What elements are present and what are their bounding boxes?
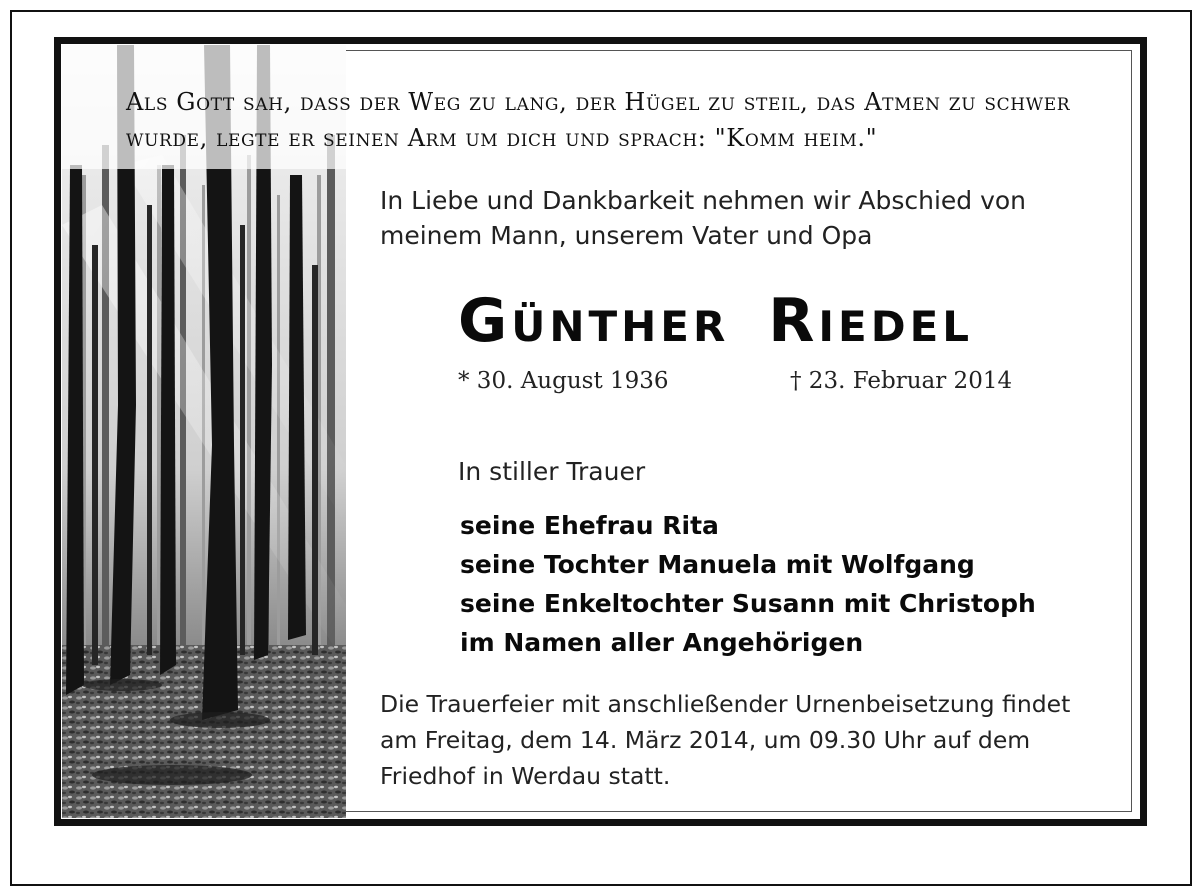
mourner-item: seine Enkeltochter Susann mit Christoph	[460, 589, 1036, 618]
deceased-name: Günther Riedel	[458, 286, 974, 356]
mourner-item: im Namen aller Angehörigen	[460, 628, 864, 657]
mourner-item: seine Tochter Manuela mit Wolfgang	[460, 550, 975, 579]
mourner-item: seine Ehefrau Rita	[460, 511, 719, 540]
birth-date: * 30. August 1936	[458, 368, 669, 394]
mourning-label: In stiller Trauer	[458, 457, 646, 486]
ceremony-details: Die Trauerfeier mit anschließender Urnenbeisetzung findet am Freitag, dem 14. März 2014, um 09.30 Uhr auf dem Friedhof in Werdau statt.	[380, 690, 1071, 790]
death-date: † 23. Februar 2014	[790, 368, 1013, 394]
memorial-quote: Als Gott sah, dass der Weg zu lang, der Hügel zu steil, das Atmen zu schwer wurde, legte er seinen Arm um dich und sprach: "Komm heim."	[126, 88, 1071, 152]
mourners-list	[460, 506, 1100, 662]
farewell-intro: In Liebe und Dankbarkeit nehmen wir Abschied von meinem Mann, unserem Vater und Opa	[380, 186, 1027, 250]
